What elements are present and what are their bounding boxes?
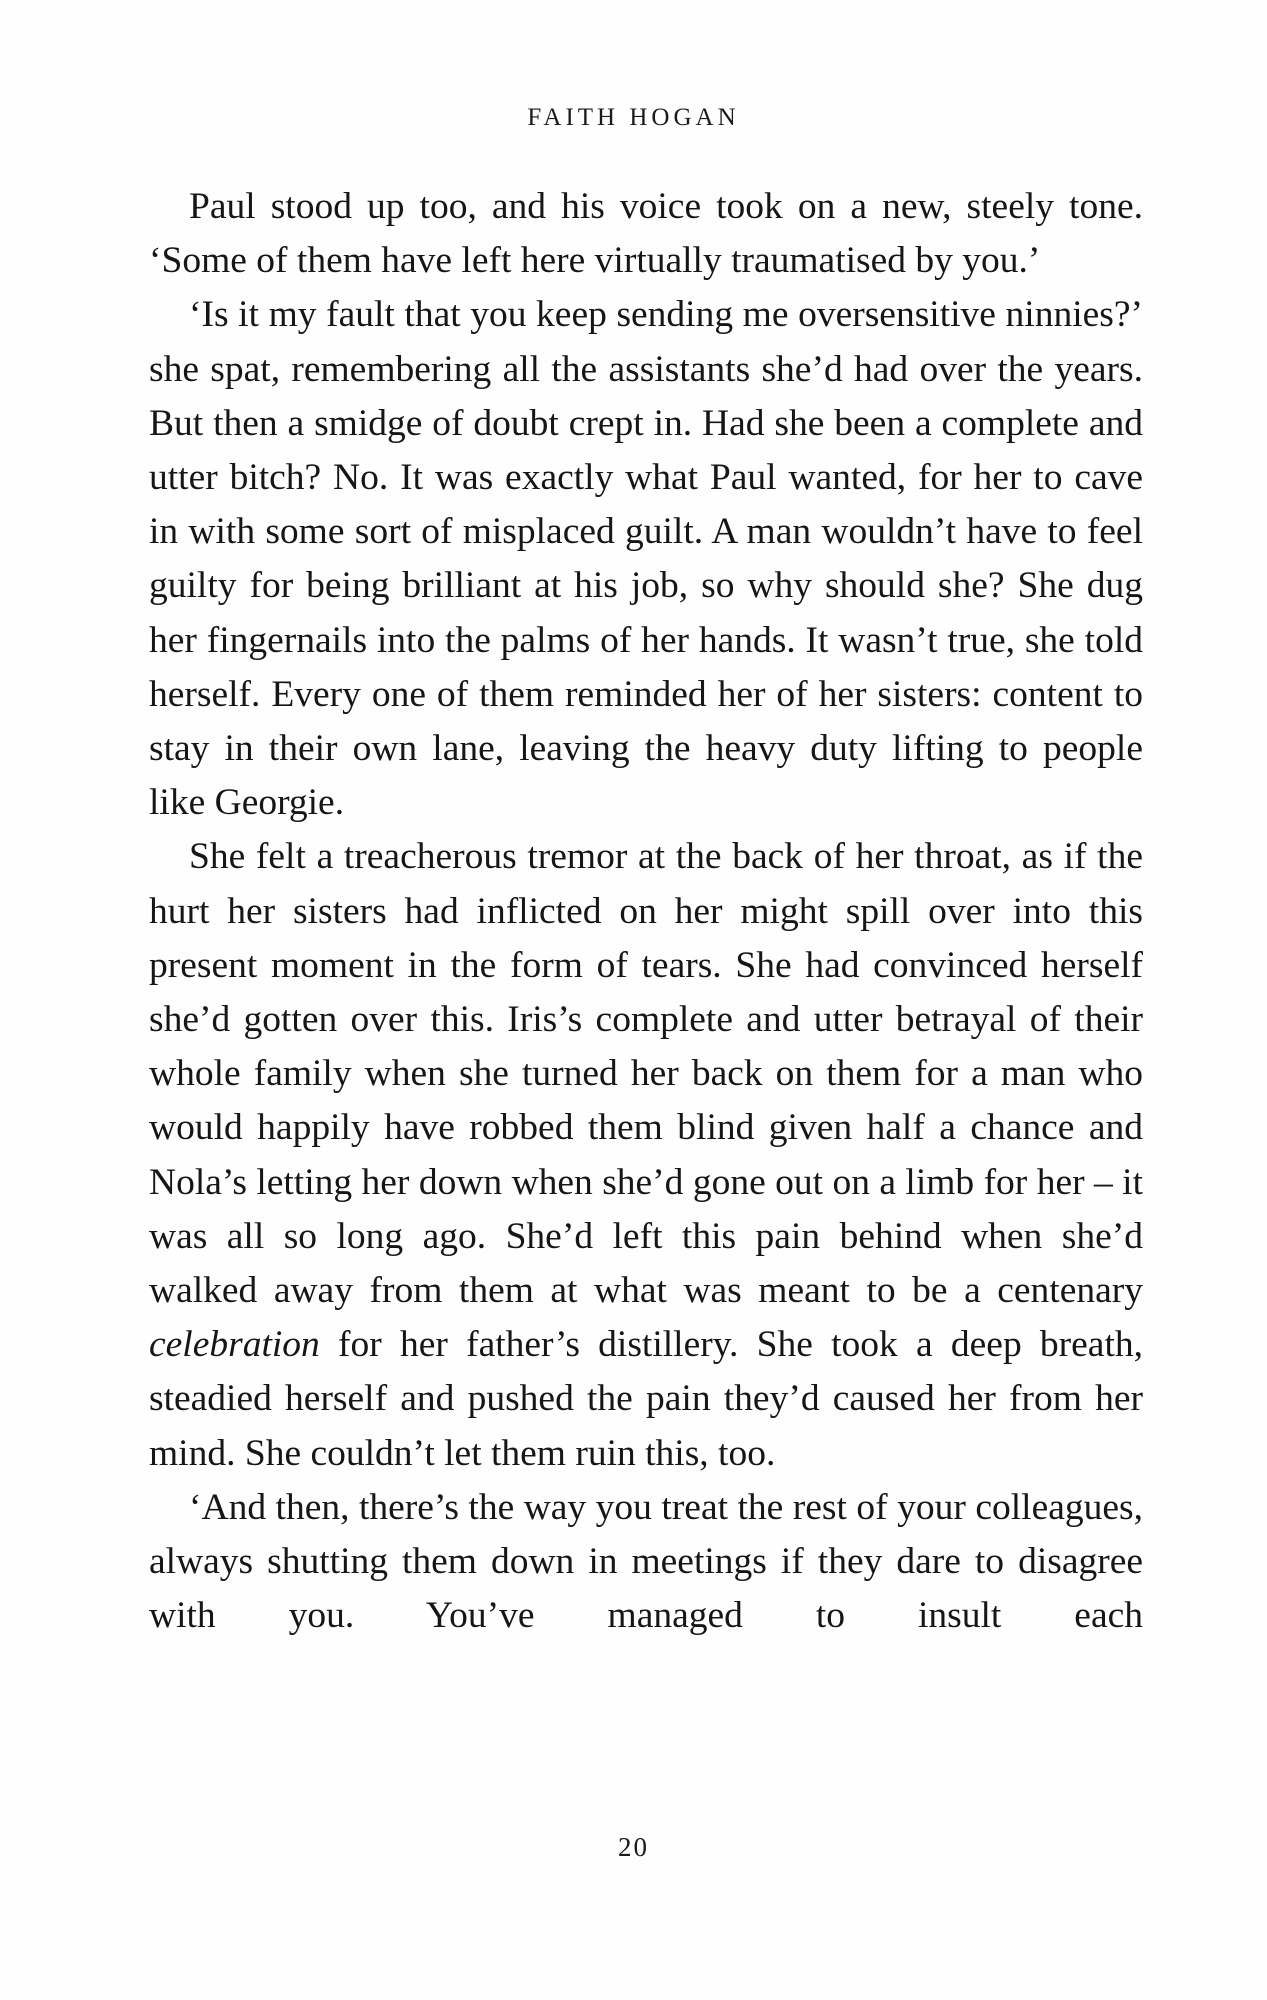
running-head: FAITH HOGAN [527, 104, 740, 131]
paragraph-text: for her father’s distillery. She took a deep breath, steadied herself and pushed the pain they’d caused her from her mind. She couldn’t let them ruin this, too. [149, 1324, 1143, 1474]
paragraph: ‘Is it my fault that you keep sending me oversensitive ninnies?’ she spat, remembering all the assistants she’d had over the years. But then a smidge of doubt crept in. Had she been a complete and utter bitch? No. It was exactly what Paul wanted, for her to cave in with some sort of misplaced guilt. A man wouldn’t have to feel guilty for being brilliant at his job, so why should she? She dug her fingernails into the palms of her hands. It wasn’t true, she told herself. Every one of them reminded her of her sisters: content to stay in their own lane, leaving the heavy duty lifting to people like Georgie. [149, 294, 1143, 824]
body-text [149, 180, 1143, 1643]
page-number: 20 [618, 1832, 649, 1862]
paragraph: ‘And then, there’s the way you treat the rest of your colleagues, always shutting them down in meetings if they dare to disagree with you. You’ve managed to insult each [149, 1486, 1143, 1637]
paragraph [149, 830, 1143, 1480]
paragraph: Paul stood up too, and his voice took on a new, steely tone. ‘Some of them have left here virtually traumatised by you.’ [149, 186, 1143, 282]
italic-text: celebration [149, 1324, 320, 1366]
paragraph-text: She felt a treacherous tremor at the back of her throat, as if the hurt her sisters had inflicted on her might spill over into this present moment in the form of tears. She had convinced herself she’d gotten over this. Iris’s complete and utter betrayal of their whole family when she turned her back on them for a man who would happily have robbed them blind given half a chance and Nola’s letting her down when she’d gone out on a limb for her – it was all so long ago. She’d left this pain behind when she’d walked away from them at what was meant to be a centenary [149, 836, 1143, 1312]
